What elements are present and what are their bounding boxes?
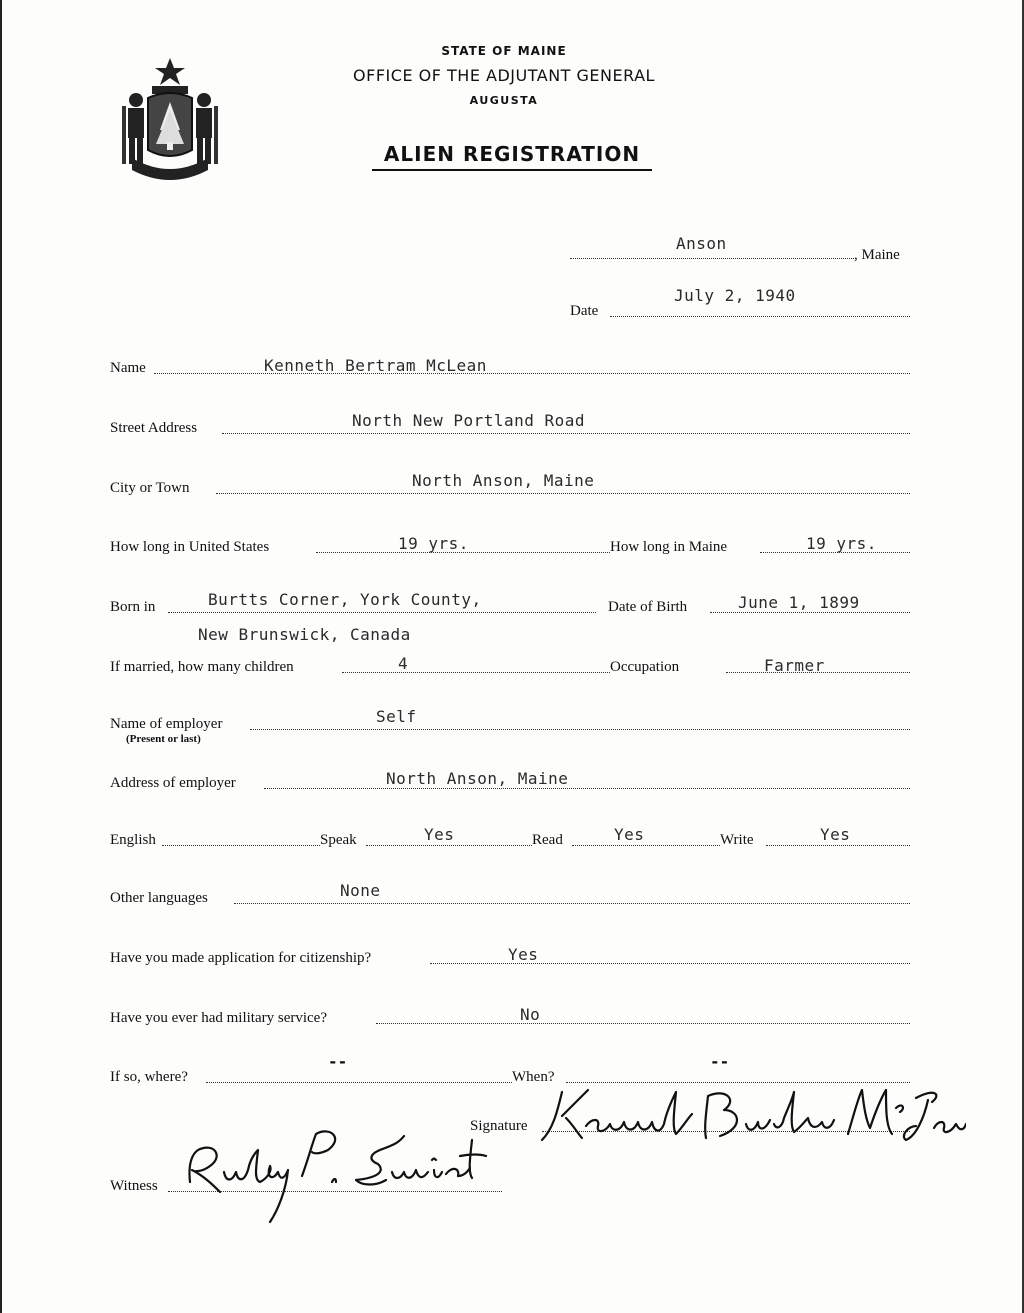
header-state: STATE OF MAINE [441, 44, 567, 58]
write-label: Write [720, 832, 754, 848]
how-long-us-line [316, 552, 610, 553]
header-office: OFFICE OF THE ADJUTANT GENERAL [353, 66, 655, 85]
born-in-label: Born in [110, 599, 156, 615]
military-label: Have you ever had military service? [110, 1010, 327, 1026]
military-value: No [520, 1005, 541, 1024]
how-long-maine-label: How long in Maine [610, 539, 728, 555]
citizenship-value: Yes [508, 945, 539, 964]
date-line [610, 316, 910, 317]
military-line [376, 1023, 910, 1024]
witness-handwriting [180, 1120, 490, 1230]
other-languages-label: Other languages [110, 890, 208, 906]
read-value: Yes [614, 825, 645, 844]
name-label: Name [110, 360, 146, 376]
how-long-us-label: How long in United States [110, 539, 270, 555]
city-value: North Anson, Maine [412, 471, 595, 490]
where-value: -- [328, 1052, 348, 1071]
born-in-line [168, 612, 596, 613]
employer-line [250, 729, 910, 730]
place-line [570, 258, 854, 259]
born-in-value-line2: New Brunswick, Canada [198, 625, 411, 644]
header-city: AUGUSTA [469, 94, 539, 107]
dob-value: June 1, 1899 [738, 593, 860, 612]
signature-label: Signature [470, 1118, 528, 1134]
place-value: Anson [676, 234, 727, 253]
write-line [766, 845, 910, 846]
citizenship-label: Have you made application for citizenship? [110, 950, 372, 966]
street-label: Street Address [110, 420, 198, 436]
born-in-value: Burtts Corner, York County, [208, 590, 482, 609]
how-long-maine-value: 19 yrs. [806, 534, 877, 553]
how-long-maine-line [760, 552, 910, 553]
occupation-line [726, 672, 910, 673]
employer-address-label: Address of employer [110, 775, 236, 791]
other-languages-line [234, 903, 910, 904]
date-value: July 2, 1940 [674, 286, 796, 305]
street-value: North New Portland Road [352, 411, 586, 430]
employer-address-line [264, 788, 910, 789]
children-label: If married, how many children [110, 659, 294, 675]
other-languages-value: None [340, 881, 381, 900]
place-suffix: , Maine [854, 247, 900, 263]
dob-label: Date of Birth [608, 599, 688, 615]
signature-handwriting [536, 1078, 966, 1148]
employer-address-value: North Anson, Maine [386, 769, 569, 788]
employer-label: Name of employer [110, 716, 223, 732]
dob-line [710, 612, 910, 613]
employer-value: Self [376, 707, 417, 726]
english-line [162, 845, 320, 846]
where-label: If so, where? [110, 1069, 188, 1085]
how-long-us-value: 19 yrs. [398, 534, 469, 553]
city-label: City or Town [110, 480, 190, 496]
children-line [342, 672, 610, 673]
write-value: Yes [820, 825, 851, 844]
read-line [572, 845, 720, 846]
employer-sublabel: (Present or last) [126, 733, 201, 745]
street-line [222, 433, 910, 434]
occupation-label: Occupation [610, 659, 680, 675]
children-value: 4 [398, 654, 409, 673]
name-line [154, 373, 910, 374]
form-title: ALIEN REGISTRATION [372, 142, 652, 171]
when-value: -- [710, 1052, 730, 1071]
date-label: Date [570, 303, 599, 319]
citizenship-line [430, 963, 910, 964]
witness-label: Witness [110, 1178, 158, 1194]
when-label: When? [512, 1069, 555, 1085]
english-label: English [110, 832, 156, 848]
occupation-value: Farmer [764, 656, 825, 675]
read-label: Read [532, 832, 563, 848]
speak-value: Yes [424, 825, 455, 844]
speak-line [366, 845, 532, 846]
city-line [216, 493, 910, 494]
name-value: Kenneth Bertram McLean [264, 356, 487, 375]
speak-label: Speak [320, 832, 357, 848]
where-line [206, 1082, 512, 1083]
